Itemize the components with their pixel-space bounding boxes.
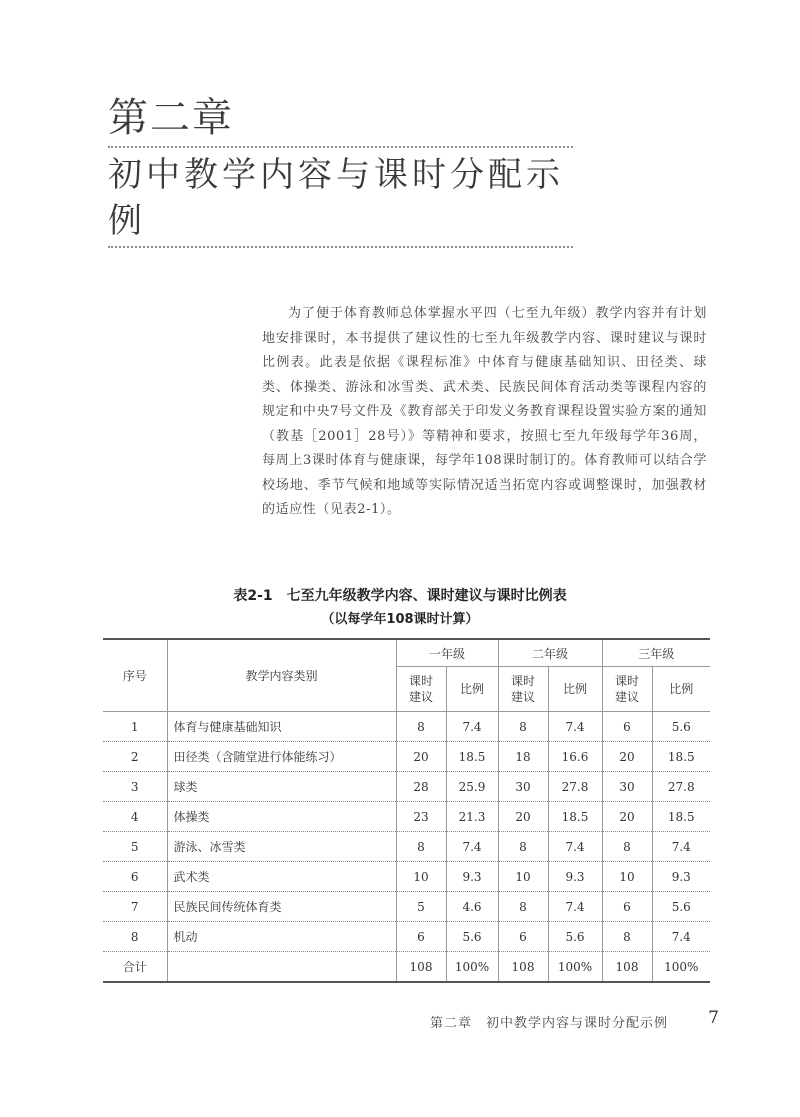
cell-category: 体操类 xyxy=(167,802,396,832)
header-hours-label: 课时建议 xyxy=(510,674,535,704)
table-title: 表2-1 七至九年级教学内容、课时建议与课时比例表 xyxy=(233,588,567,604)
cell-g1-hours: 5 xyxy=(396,892,446,922)
cell-g2-hours: 30 xyxy=(498,772,548,802)
cell-total-g2-hours: 108 xyxy=(498,952,548,983)
running-head: 第二章 初中教学内容与课时分配示例 xyxy=(430,1016,669,1031)
page-footer xyxy=(430,1008,720,1031)
cell-category: 民族民间传统体育类 xyxy=(167,892,396,922)
cell-g2-ratio: 18.5 xyxy=(548,802,602,832)
cell-g3-hours: 8 xyxy=(602,832,652,862)
cell-seq: 8 xyxy=(103,922,167,952)
cell-seq: 3 xyxy=(103,772,167,802)
cell-g1-ratio: 5.6 xyxy=(446,922,498,952)
table-row xyxy=(103,802,710,832)
header-ratio: 比例 xyxy=(548,667,602,712)
table-row xyxy=(103,742,710,772)
cell-g3-hours: 20 xyxy=(602,802,652,832)
cell-category: 体育与健康基础知识 xyxy=(167,712,396,742)
cell-g3-ratio: 5.6 xyxy=(652,712,710,742)
cell-g2-hours: 20 xyxy=(498,802,548,832)
cell-total-category xyxy=(167,952,396,983)
header-category: 教学内容类别 xyxy=(167,639,396,712)
cell-seq: 1 xyxy=(103,712,167,742)
cell-total-g2-ratio: 100% xyxy=(548,952,602,983)
header-hours xyxy=(602,667,652,712)
cell-g2-ratio: 7.4 xyxy=(548,892,602,922)
table-subtitle: （以每学年108课时计算） xyxy=(321,612,479,627)
cell-g1-ratio: 7.4 xyxy=(446,832,498,862)
cell-seq: 5 xyxy=(103,832,167,862)
cell-g1-ratio: 21.3 xyxy=(446,802,498,832)
header-grade2: 二年级 xyxy=(498,639,602,667)
page-number: 7 xyxy=(708,1008,720,1028)
header-hours xyxy=(396,667,446,712)
chapter-number-divider xyxy=(108,146,573,148)
cell-g1-hours: 10 xyxy=(396,862,446,892)
table-row xyxy=(103,892,710,922)
chapter-title: 初中教学内容与课时分配示例 xyxy=(108,155,564,241)
cell-category: 游泳、冰雪类 xyxy=(167,832,396,862)
cell-g3-ratio: 7.4 xyxy=(652,832,710,862)
chapter-number: 第二章 xyxy=(108,95,234,141)
cell-g2-hours: 18 xyxy=(498,742,548,772)
cell-g2-ratio: 7.4 xyxy=(548,832,602,862)
cell-seq: 2 xyxy=(103,742,167,772)
cell-total-g1-hours: 108 xyxy=(396,952,446,983)
cell-g2-ratio: 9.3 xyxy=(548,862,602,892)
table-row xyxy=(103,712,710,742)
cell-g2-ratio: 16.6 xyxy=(548,742,602,772)
cell-category: 球类 xyxy=(167,772,396,802)
cell-g2-hours: 8 xyxy=(498,892,548,922)
cell-g1-ratio: 7.4 xyxy=(446,712,498,742)
header-grade3: 三年级 xyxy=(602,639,710,667)
cell-g2-hours: 8 xyxy=(498,712,548,742)
cell-g1-ratio: 9.3 xyxy=(446,862,498,892)
cell-g3-ratio: 18.5 xyxy=(652,802,710,832)
cell-category: 机动 xyxy=(167,922,396,952)
cell-g2-ratio: 5.6 xyxy=(548,922,602,952)
cell-g3-hours: 6 xyxy=(602,892,652,922)
cell-g3-ratio: 7.4 xyxy=(652,922,710,952)
cell-g1-hours: 6 xyxy=(396,922,446,952)
cell-g2-hours: 6 xyxy=(498,922,548,952)
cell-category: 武术类 xyxy=(167,862,396,892)
table-total-row xyxy=(103,952,710,983)
cell-g1-ratio: 4.6 xyxy=(446,892,498,922)
table-row xyxy=(103,922,710,952)
header-hours-label: 课时建议 xyxy=(408,674,433,704)
header-hours xyxy=(498,667,548,712)
cell-g2-ratio: 7.4 xyxy=(548,712,602,742)
cell-g1-ratio: 25.9 xyxy=(446,772,498,802)
cell-g3-hours: 30 xyxy=(602,772,652,802)
cell-g1-hours: 28 xyxy=(396,772,446,802)
cell-g1-hours: 8 xyxy=(396,712,446,742)
header-grade1: 一年级 xyxy=(396,639,498,667)
cell-g3-ratio: 18.5 xyxy=(652,742,710,772)
cell-total-g3-ratio: 100% xyxy=(652,952,710,983)
chapter-title-divider xyxy=(108,246,573,248)
cell-total-g3-hours: 108 xyxy=(602,952,652,983)
cell-g3-ratio: 27.8 xyxy=(652,772,710,802)
header-ratio: 比例 xyxy=(446,667,498,712)
cell-g3-ratio: 9.3 xyxy=(652,862,710,892)
chapter-heading xyxy=(108,92,573,248)
cell-g3-hours: 8 xyxy=(602,922,652,952)
cell-g1-hours: 20 xyxy=(396,742,446,772)
cell-g3-hours: 10 xyxy=(602,862,652,892)
cell-g2-hours: 10 xyxy=(498,862,548,892)
cell-g2-hours: 8 xyxy=(498,832,548,862)
cell-total-g1-ratio: 100% xyxy=(446,952,498,983)
cell-g3-ratio: 5.6 xyxy=(652,892,710,922)
header-seq: 序号 xyxy=(103,639,167,712)
cell-g3-hours: 6 xyxy=(602,712,652,742)
header-ratio: 比例 xyxy=(652,667,710,712)
cell-seq: 7 xyxy=(103,892,167,922)
cell-total-label: 合计 xyxy=(103,952,167,983)
header-hours-label: 课时建议 xyxy=(614,674,639,704)
cell-g1-hours: 8 xyxy=(396,832,446,862)
cell-g1-hours: 23 xyxy=(396,802,446,832)
cell-g2-ratio: 27.8 xyxy=(548,772,602,802)
table-row xyxy=(103,832,710,862)
table-row xyxy=(103,862,710,892)
schedule-table xyxy=(103,638,710,983)
table-row xyxy=(103,772,710,802)
cell-category: 田径类（含随堂进行体能练习） xyxy=(167,742,396,772)
cell-g1-ratio: 18.5 xyxy=(446,742,498,772)
cell-seq: 4 xyxy=(103,802,167,832)
cell-g3-hours: 20 xyxy=(602,742,652,772)
cell-seq: 6 xyxy=(103,862,167,892)
intro-paragraph: 为了便于体育教师总体掌握水平四（七至九年级）教学内容并有计划地安排课时，本书提供了建议性的七至九年级教学内容、课时建议与课时比例表。此表是依据《课程标准》中体育与健康基础知识、田径类、球类、体操类、游泳和冰雪类、武术类、民族民间体育活动类等课程内容的规定和中央7号文件及《教育部关于印发义务教育课程设置实验方案的通知（教基［2001］28号）》等精神和要求，按照七至九年级每学年36周，每周上3课时体育与健康课，每学年108课时制订的。体育教师可以结合学校场地、季节气候和地域等实际情况适当拓宽内容或调整课时，加强教材的适应性（见表2-1）。 xyxy=(262,306,707,517)
